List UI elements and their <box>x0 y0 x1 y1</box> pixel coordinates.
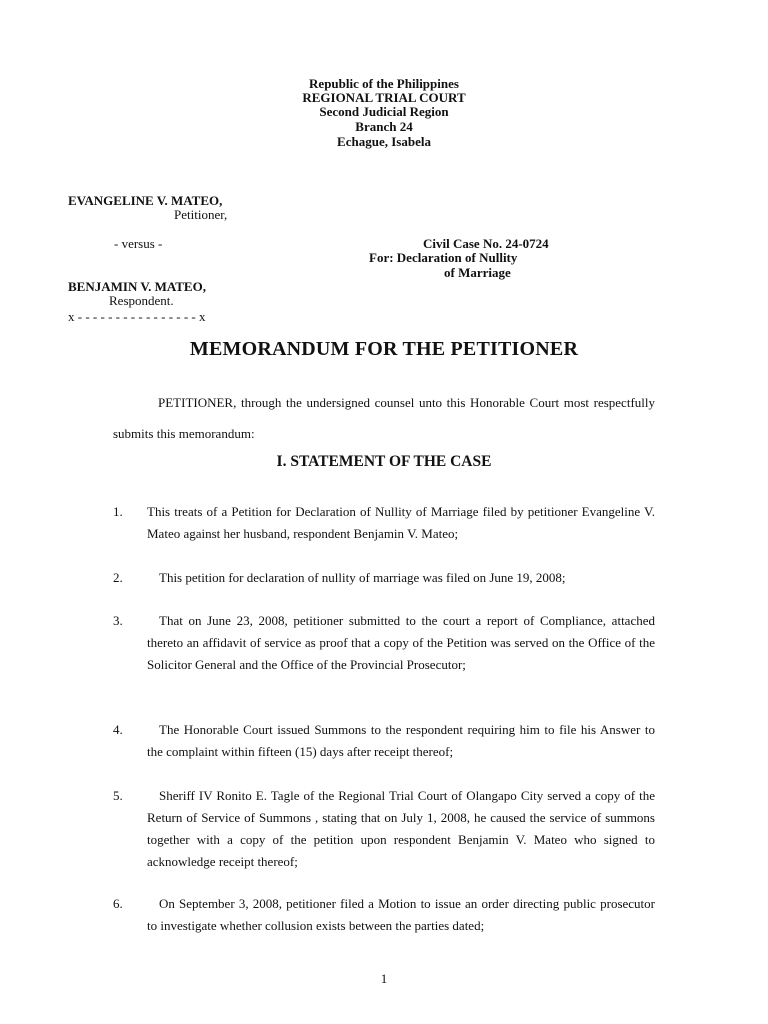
versus-label: - versus - <box>114 236 163 251</box>
case-nature-line1: For: Declaration of Nullity <box>369 250 518 265</box>
item-text: Sheriff IV Ronito E. Tagle of the Regional Trial Court of Olangapo City served a copy of the Return of Service of Summons , stating that on July 1, 2008, he caused the service of summons together with a copy of the petition upon respondent Benjamin V. Mateo who signed to acknowledge receipt thereof; <box>147 788 655 869</box>
item-text: The Honorable Court issued Summons to the respondent requiring him to file his Answer to the complaint within fifteen (15) days after receipt thereof; <box>147 722 655 759</box>
petitioner-role: Petitioner, <box>174 207 228 222</box>
item-number: 4. <box>113 722 123 737</box>
page-number: 1 <box>380 971 388 986</box>
item-number: 3. <box>113 613 123 628</box>
item-number: 2. <box>113 570 123 585</box>
item-number: 5. <box>113 788 123 803</box>
item-text: This treats of a Petition for Declaration of Nullity of Marriage filed by petitioner Evangeline V. Mateo against her husband, respondent Benjamin V. Mateo; <box>147 504 655 541</box>
court-branch: Branch 24 <box>355 119 413 134</box>
item-number: 6. <box>113 896 123 911</box>
petitioner-name: EVANGELINE V. MATEO, <box>68 193 223 208</box>
court-republic: Republic of the Philippines <box>309 76 459 91</box>
section-heading: I. STATEMENT OF THE CASE <box>276 453 492 470</box>
court-region: Second Judicial Region <box>319 104 449 119</box>
document-title: MEMORANDUM FOR THE PETITIONER <box>189 338 579 360</box>
intro-paragraph: PETITIONER, through the undersigned counsel unto this Honorable Court most respectfully submits this memorandum: <box>113 395 655 441</box>
court-name: REGIONAL TRIAL COURT <box>302 90 466 105</box>
item-text: That on June 23, 2008, petitioner submitted to the court a report of Compliance, attached thereto an affidavit of service as proof that a copy of the Petition was served on the Office of the Solicitor General and the Office of the Provincial Prosecutor; <box>147 613 655 672</box>
caption-separator: x - - - - - - - - - - - - - - - - x <box>68 309 206 324</box>
item-number: 1. <box>113 504 123 519</box>
item-text: This petition for declaration of nullity of marriage was filed on June 19, 2008; <box>159 570 566 585</box>
court-location: Echague, Isabela <box>337 134 431 149</box>
respondent-name: BENJAMIN V. MATEO, <box>68 279 206 294</box>
item-text: On September 3, 2008, petitioner filed a Motion to issue an order directing public prosecutor to investigate whether collusion exists between the parties dated; <box>147 896 655 933</box>
case-number: Civil Case No. 24-0724 <box>423 236 549 251</box>
case-nature-line2: of Marriage <box>444 265 511 280</box>
respondent-role: Respondent. <box>109 293 174 308</box>
